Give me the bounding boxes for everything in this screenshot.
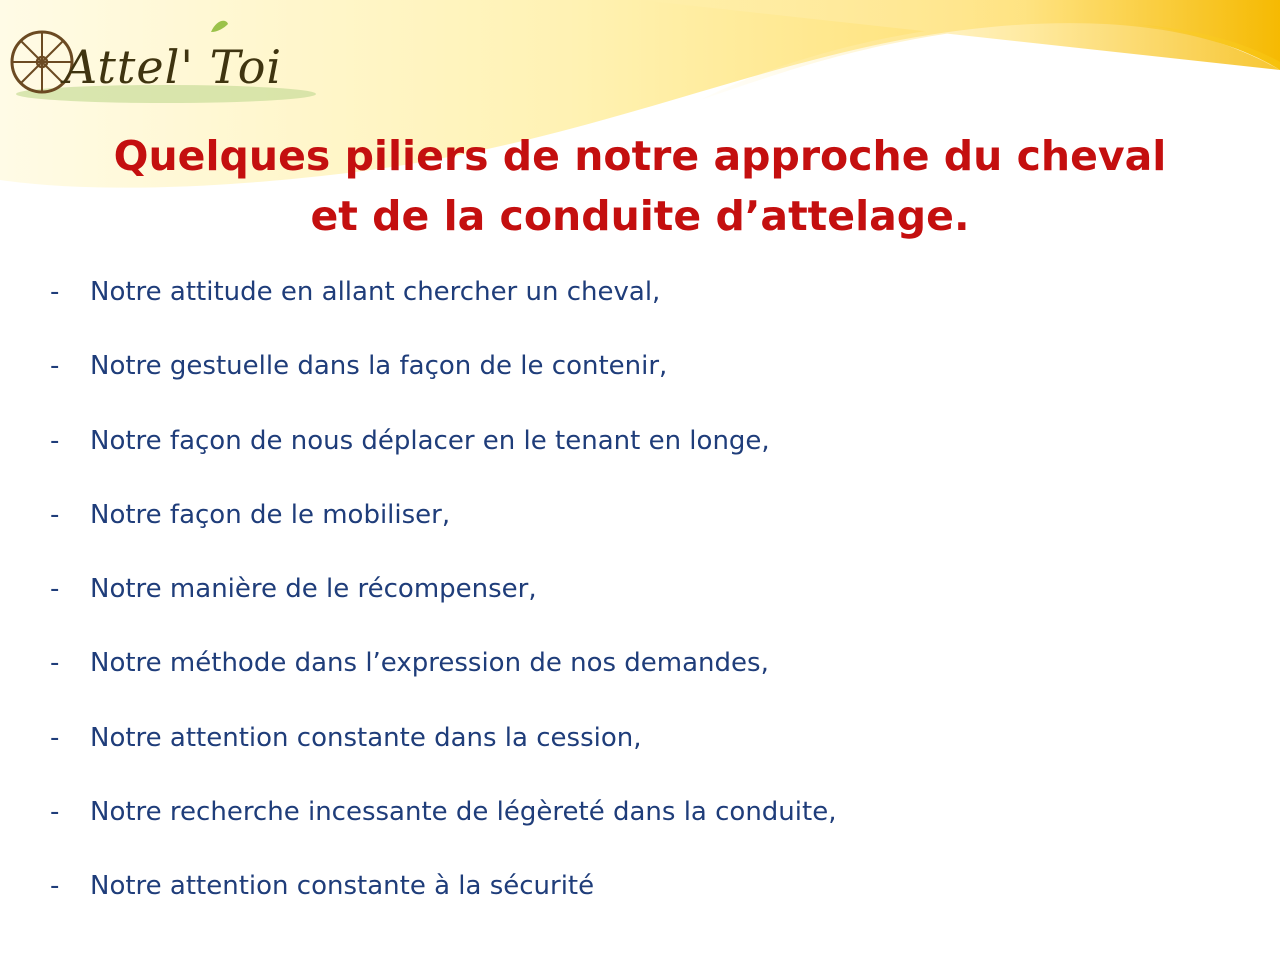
- title-line-2: et de la conduite d’attelage.: [310, 192, 970, 240]
- bullet-marker: -: [50, 499, 60, 530]
- list-item: [0, 559, 1280, 633]
- bullet-marker: -: [50, 722, 60, 753]
- bullet-text: Notre attitude en allant chercher un cheval,: [90, 277, 661, 307]
- bullet-marker: -: [50, 574, 60, 605]
- bullet-marker: -: [50, 277, 60, 307]
- bullet-marker: -: [50, 351, 60, 382]
- logo-text: Attel' Toi: [64, 40, 283, 94]
- bullet-text: Notre attention constante dans la cession,: [90, 722, 642, 753]
- bullet-marker: -: [50, 648, 60, 679]
- list-item: [0, 411, 1280, 485]
- bullet-text: Notre méthode dans l’expression de nos demandes,: [90, 648, 769, 679]
- bullet-text: Notre manière de le récompenser,: [90, 574, 537, 605]
- bullet-text: Notre attention constante à la sécurité: [90, 871, 595, 902]
- logo: [6, 14, 316, 106]
- bullet-list: [0, 262, 1280, 931]
- bullet-text: Notre recherche incessante de légèreté dans la conduite,: [90, 797, 837, 828]
- list-item: [0, 336, 1280, 410]
- list-item: [0, 856, 1280, 930]
- bullet-text: Notre gestuelle dans la façon de le contenir,: [90, 351, 668, 382]
- list-item: [0, 262, 1280, 336]
- bullet-text: Notre façon de nous déplacer en le tenant en longe,: [90, 425, 770, 456]
- bullet-marker: -: [50, 871, 60, 902]
- bullet-text: Notre façon de le mobiliser,: [90, 499, 451, 530]
- bullet-marker: -: [50, 797, 60, 828]
- page-title: [0, 126, 1280, 246]
- bullet-marker: -: [50, 425, 60, 456]
- title-line-1: Quelques piliers de notre approche du cheval: [113, 132, 1167, 180]
- list-item: [0, 708, 1280, 782]
- list-item: [0, 633, 1280, 707]
- list-item: [0, 485, 1280, 559]
- list-item: [0, 782, 1280, 856]
